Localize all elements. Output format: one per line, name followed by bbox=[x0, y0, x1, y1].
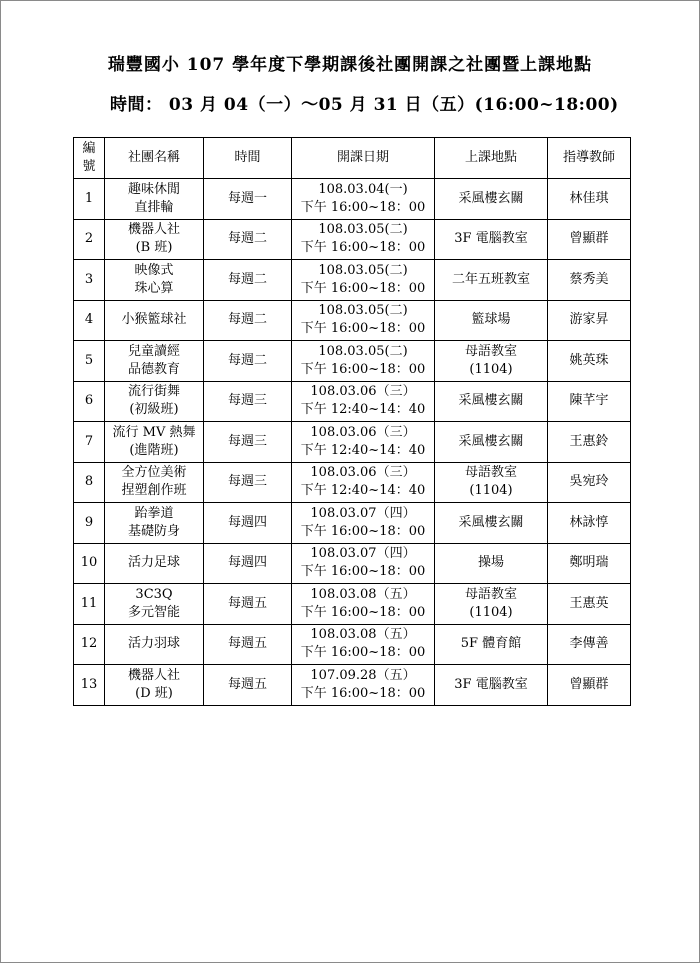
start-date-line: 下午 12:40~14：40 bbox=[300, 402, 426, 418]
start-date bbox=[292, 179, 435, 220]
location bbox=[435, 584, 548, 625]
teacher-name: 王惠英 bbox=[548, 584, 631, 625]
start-date-line: 下午 12:40~14：40 bbox=[300, 442, 426, 458]
start-date-line: 108.03.06（三） bbox=[310, 384, 416, 400]
document-title: 瑞豐國小 107 學年度下學期課後社團開課之社團暨上課地點 bbox=[107, 55, 593, 75]
club-name bbox=[105, 624, 204, 665]
start-date-line: 下午 16:00~18：00 bbox=[300, 523, 426, 539]
teacher-name: 吳宛玲 bbox=[548, 462, 631, 503]
teacher-name: 游家昇 bbox=[548, 300, 631, 341]
start-date-line: 108.03.05(二) bbox=[318, 343, 408, 359]
club-name bbox=[105, 219, 204, 260]
table-row bbox=[74, 219, 631, 260]
club-name-line: 兒童讀經 bbox=[127, 343, 180, 359]
teacher-name: 鄭明瑞 bbox=[548, 543, 631, 584]
start-date bbox=[292, 381, 435, 422]
start-date-line: 下午 16:00~18：00 bbox=[300, 604, 426, 620]
location-line: 3F 電腦教室 bbox=[454, 231, 528, 247]
club-name-line: 小猴籃球社 bbox=[121, 312, 187, 328]
location-line: (1104) bbox=[469, 483, 513, 499]
location bbox=[435, 381, 548, 422]
table-row bbox=[74, 179, 631, 220]
class-time: 每週四 bbox=[204, 503, 292, 544]
class-time: 每週一 bbox=[204, 179, 292, 220]
start-date bbox=[292, 341, 435, 382]
location-line: 母語教室 bbox=[464, 586, 517, 602]
start-date bbox=[292, 503, 435, 544]
teacher-name: 林佳琪 bbox=[548, 179, 631, 220]
table-header-row bbox=[74, 138, 631, 179]
club-name bbox=[105, 381, 204, 422]
location bbox=[435, 422, 548, 463]
club-name-line: 機器人社 bbox=[127, 667, 180, 683]
club-name bbox=[105, 422, 204, 463]
club-name-line: (初級班) bbox=[129, 402, 179, 418]
table-row bbox=[74, 260, 631, 301]
start-date-line: 下午 16:00~18：00 bbox=[300, 361, 426, 377]
start-date-line: 108.03.06（三） bbox=[310, 465, 416, 481]
start-date bbox=[292, 260, 435, 301]
row-number: 13 bbox=[74, 665, 105, 706]
club-name-line: 流行街舞 bbox=[127, 384, 180, 400]
start-date-line: 108.03.05(二) bbox=[318, 222, 408, 238]
location-line: 采風樓玄關 bbox=[458, 190, 524, 206]
start-date bbox=[292, 422, 435, 463]
location-line: (1104) bbox=[469, 361, 513, 377]
table-row bbox=[74, 422, 631, 463]
header-number-line2: 號 bbox=[82, 159, 96, 174]
teacher-name: 曾顯群 bbox=[548, 665, 631, 706]
club-name bbox=[105, 179, 204, 220]
header-time: 時間 bbox=[204, 138, 292, 179]
location bbox=[435, 462, 548, 503]
teacher-name: 蔡秀美 bbox=[548, 260, 631, 301]
location-line: (1104) bbox=[469, 604, 513, 620]
start-date bbox=[292, 584, 435, 625]
club-name bbox=[105, 462, 204, 503]
club-name-line: 珠心算 bbox=[134, 280, 174, 296]
teacher-name: 李傳善 bbox=[548, 624, 631, 665]
location-line: 籃球場 bbox=[471, 312, 511, 328]
class-time: 每週三 bbox=[204, 381, 292, 422]
start-date bbox=[292, 543, 435, 584]
header-teacher: 指導教師 bbox=[548, 138, 631, 179]
table-row bbox=[74, 543, 631, 584]
table-row bbox=[74, 381, 631, 422]
location-line: 3F 電腦教室 bbox=[454, 676, 528, 692]
row-number: 1 bbox=[74, 179, 105, 220]
club-name-line: 趣味休閒 bbox=[127, 181, 180, 197]
location bbox=[435, 624, 548, 665]
row-number: 8 bbox=[74, 462, 105, 503]
club-name-line: 流行 MV 熱舞 bbox=[112, 424, 196, 440]
club-name-line: 直排輪 bbox=[134, 199, 174, 215]
club-name-line: 品德教育 bbox=[127, 361, 180, 377]
location-line: 采風樓玄關 bbox=[458, 433, 524, 449]
row-number: 7 bbox=[74, 422, 105, 463]
table-row bbox=[74, 584, 631, 625]
class-time: 每週三 bbox=[204, 422, 292, 463]
location bbox=[435, 503, 548, 544]
row-number: 10 bbox=[74, 543, 105, 584]
location-line: 5F 體育館 bbox=[460, 636, 522, 652]
start-date bbox=[292, 624, 435, 665]
teacher-name: 姚英珠 bbox=[548, 341, 631, 382]
club-name-line: 活力足球 bbox=[127, 555, 180, 571]
row-number: 6 bbox=[74, 381, 105, 422]
location-line: 母語教室 bbox=[464, 465, 517, 481]
start-date-line: 下午 16:00~18：00 bbox=[300, 685, 426, 701]
start-date-line: 下午 16:00~18：00 bbox=[300, 645, 426, 661]
teacher-name: 陳芊宇 bbox=[548, 381, 631, 422]
start-date-line: 108.03.05(二) bbox=[318, 262, 408, 278]
club-name-line: (D 班) bbox=[135, 685, 173, 701]
row-number: 4 bbox=[74, 300, 105, 341]
start-date-line: 108.03.07（四） bbox=[310, 505, 416, 521]
table-row bbox=[74, 624, 631, 665]
club-name-line: 多元智能 bbox=[127, 604, 180, 620]
row-number: 12 bbox=[74, 624, 105, 665]
start-date bbox=[292, 462, 435, 503]
start-date-line: 108.03.05(二) bbox=[318, 303, 408, 319]
header-club-name: 社團名稱 bbox=[105, 138, 204, 179]
club-name bbox=[105, 503, 204, 544]
teacher-name: 王惠鈴 bbox=[548, 422, 631, 463]
start-date-line: 107.09.28（五） bbox=[310, 667, 416, 683]
class-time: 每週二 bbox=[204, 341, 292, 382]
start-date-line: 下午 16:00~18：00 bbox=[300, 321, 426, 337]
start-date-line: 下午 16:00~18：00 bbox=[300, 564, 426, 580]
header-location: 上課地點 bbox=[435, 138, 548, 179]
club-name bbox=[105, 543, 204, 584]
class-time: 每週五 bbox=[204, 665, 292, 706]
start-date-line: 下午 16:00~18：00 bbox=[300, 280, 426, 296]
start-date bbox=[292, 219, 435, 260]
club-name-line: 全方位美術 bbox=[121, 465, 187, 481]
class-time: 每週五 bbox=[204, 624, 292, 665]
club-name bbox=[105, 584, 204, 625]
start-date-line: 108.03.08（五） bbox=[310, 586, 416, 602]
location-line: 二年五班教室 bbox=[451, 271, 530, 287]
table-body bbox=[74, 179, 631, 706]
location bbox=[435, 260, 548, 301]
location bbox=[435, 179, 548, 220]
club-name-line: 跆拳道 bbox=[134, 505, 174, 521]
class-time: 每週二 bbox=[204, 260, 292, 301]
row-number: 2 bbox=[74, 219, 105, 260]
class-time: 每週五 bbox=[204, 584, 292, 625]
location bbox=[435, 341, 548, 382]
club-name-line: (B 班) bbox=[135, 240, 173, 256]
club-name-line: 活力羽球 bbox=[127, 636, 180, 652]
row-number: 9 bbox=[74, 503, 105, 544]
location bbox=[435, 219, 548, 260]
club-name-line: 基礎防身 bbox=[127, 523, 180, 539]
table-row bbox=[74, 462, 631, 503]
club-name-line: (進階班) bbox=[129, 442, 179, 458]
club-name-line: 捏塑創作班 bbox=[121, 483, 187, 499]
row-number: 3 bbox=[74, 260, 105, 301]
location-line: 母語教室 bbox=[464, 343, 517, 359]
row-number: 5 bbox=[74, 341, 105, 382]
header-number-line1: 編 bbox=[82, 141, 96, 156]
location bbox=[435, 665, 548, 706]
start-date-line: 下午 16:00~18：00 bbox=[300, 240, 426, 256]
club-name bbox=[105, 341, 204, 382]
club-name-line: 3C3Q bbox=[135, 586, 173, 602]
start-date-line: 下午 16:00~18：00 bbox=[300, 199, 426, 215]
club-schedule-table bbox=[73, 137, 631, 706]
header-number bbox=[74, 138, 105, 179]
location bbox=[435, 300, 548, 341]
start-date-line: 108.03.08（五） bbox=[310, 627, 416, 643]
class-time: 每週二 bbox=[204, 300, 292, 341]
header-date: 開課日期 bbox=[292, 138, 435, 179]
location-line: 采風樓玄關 bbox=[458, 514, 524, 530]
location-line: 操場 bbox=[477, 555, 504, 571]
document-subtitle: 時間： 03 月 04（一）～05 月 31 日（五）(16:00~18:00) bbox=[110, 95, 619, 115]
club-name bbox=[105, 300, 204, 341]
table-row bbox=[74, 503, 631, 544]
start-date bbox=[292, 300, 435, 341]
location-line: 采風樓玄關 bbox=[458, 393, 524, 409]
club-name bbox=[105, 260, 204, 301]
teacher-name: 林詠惇 bbox=[548, 503, 631, 544]
club-name bbox=[105, 665, 204, 706]
row-number: 11 bbox=[74, 584, 105, 625]
start-date-line: 108.03.07（四） bbox=[310, 546, 416, 562]
club-name-line: 映像式 bbox=[134, 262, 174, 278]
start-date-line: 108.03.06（三） bbox=[310, 424, 416, 440]
start-date-line: 108.03.04(一) bbox=[318, 181, 408, 197]
table-row bbox=[74, 665, 631, 706]
start-date-line: 下午 12:40~14：40 bbox=[300, 483, 426, 499]
class-time: 每週三 bbox=[204, 462, 292, 503]
class-time: 每週四 bbox=[204, 543, 292, 584]
club-name-line: 機器人社 bbox=[127, 222, 180, 238]
start-date bbox=[292, 665, 435, 706]
table-row bbox=[74, 300, 631, 341]
class-time: 每週二 bbox=[204, 219, 292, 260]
location bbox=[435, 543, 548, 584]
teacher-name: 曾顯群 bbox=[548, 219, 631, 260]
table-row bbox=[74, 341, 631, 382]
